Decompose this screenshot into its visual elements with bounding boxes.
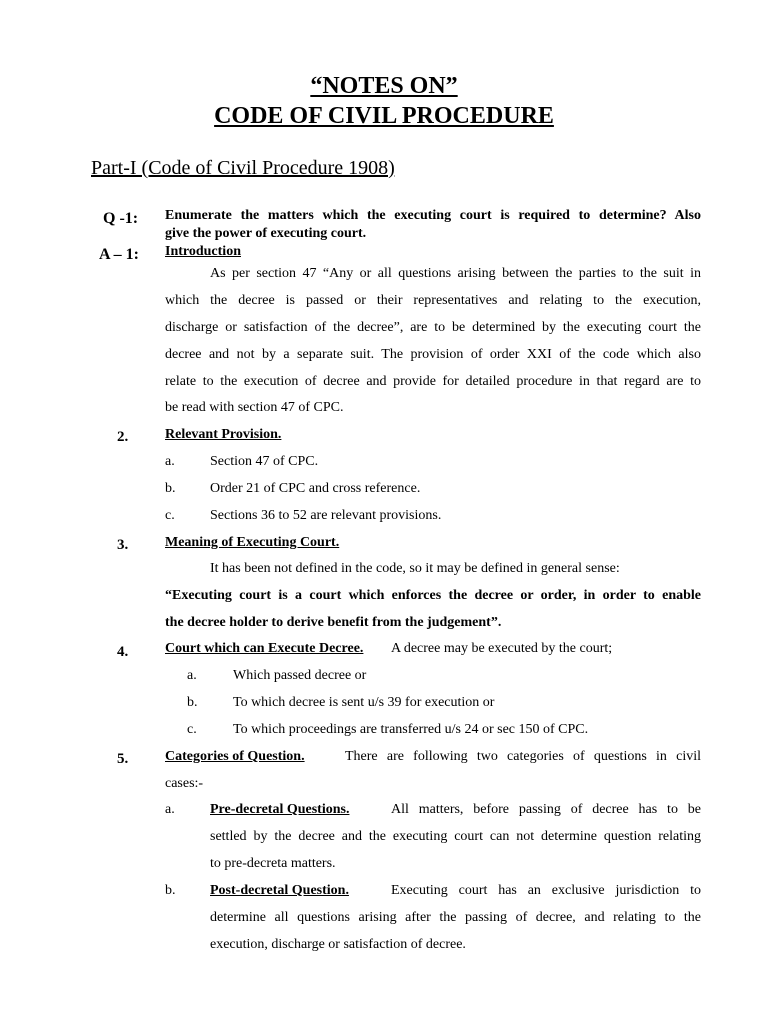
subsection-text: All matters, before passing of decree has to be [391, 802, 701, 817]
list-marker: a. [165, 454, 175, 469]
intro-line: discharge or satisfaction of the decree”, are to be determined by the executing court the [165, 320, 701, 335]
intro-line: be read with section 47 of CPC. [165, 400, 344, 415]
subsection-text: determine all questions arising after the passing of decree, and relating to the [210, 910, 701, 925]
subsection-text: Executing court has an exclusive jurisdiction to [391, 883, 701, 898]
list-item: To which decree is sent u/s 39 for execution or [233, 695, 495, 710]
intro-line: As per section 47 “Any or all questions arising between the parties to the suit in [210, 266, 701, 281]
subsection-heading: Post-decretal Question. [210, 883, 349, 898]
list-marker: c. [165, 508, 175, 523]
section-3-number: 3. [117, 537, 129, 553]
question-line-1: Enumerate the matters which the executing court is required to determine? Also [165, 208, 701, 223]
section-4-number: 4. [117, 644, 129, 660]
question-line-2: give the power of executing court. [165, 226, 367, 241]
section-3-text: It has been not defined in the code, so it may be defined in general sense: [210, 561, 620, 576]
list-marker: b. [187, 695, 198, 710]
list-marker: b. [165, 883, 176, 898]
section-3-quote: “Executing court is a court which enforces the decree or order, in order to enable [165, 588, 701, 603]
intro-line: decree and not by a separate suit. The provision of order XXI of the code which also [165, 347, 701, 362]
section-5-number: 5. [117, 751, 129, 767]
list-marker: a. [187, 668, 197, 683]
list-item: Sections 36 to 52 are relevant provisions. [210, 508, 442, 523]
list-item: To which proceedings are transferred u/s 24 or sec 150 of CPC. [233, 722, 589, 737]
list-marker: a. [165, 802, 175, 817]
list-item: Order 21 of CPC and cross reference. [210, 481, 421, 496]
subsection-heading: Pre-decretal Questions. [210, 802, 350, 817]
section-5-lead: There are following two categories of questions in civil [345, 749, 701, 764]
intro-line: which the decree is passed or their representatives and relating to the execution, [165, 293, 701, 308]
section-3-heading: Meaning of Executing Court. [165, 535, 340, 550]
subsection-text: to pre-decreta matters. [210, 856, 336, 871]
list-item: Section 47 of CPC. [210, 454, 319, 469]
list-item: Which passed decree or [233, 668, 367, 683]
title-line-2: CODE OF CIVIL PROCEDURE [214, 103, 554, 129]
question-label: Q -1: [103, 210, 139, 227]
list-marker: c. [187, 722, 197, 737]
intro-heading: Introduction [165, 244, 241, 259]
section-3-quote: the decree holder to derive benefit from the judgement”. [165, 615, 502, 630]
part-heading: Part-I (Code of Civil Procedure 1908) [91, 157, 395, 179]
intro-line: relate to the execution of decree and provide for detailed procedure in that regard are to [165, 374, 701, 389]
section-4-lead: A decree may be executed by the court; [391, 641, 613, 656]
section-2-number: 2. [117, 429, 129, 445]
subsection-text: execution, discharge or satisfaction of decree. [210, 937, 466, 952]
section-4-heading: Court which can Execute Decree. [165, 641, 364, 656]
section-5-lead: cases:- [165, 776, 204, 791]
answer-label: A – 1: [99, 246, 139, 263]
subsection-text: settled by the decree and the executing court can not determine question relating [210, 829, 701, 844]
list-marker: b. [165, 481, 176, 496]
section-5-heading: Categories of Question. [165, 749, 305, 764]
title-line-1: “NOTES ON” [310, 73, 458, 99]
section-2-heading: Relevant Provision. [165, 427, 282, 442]
